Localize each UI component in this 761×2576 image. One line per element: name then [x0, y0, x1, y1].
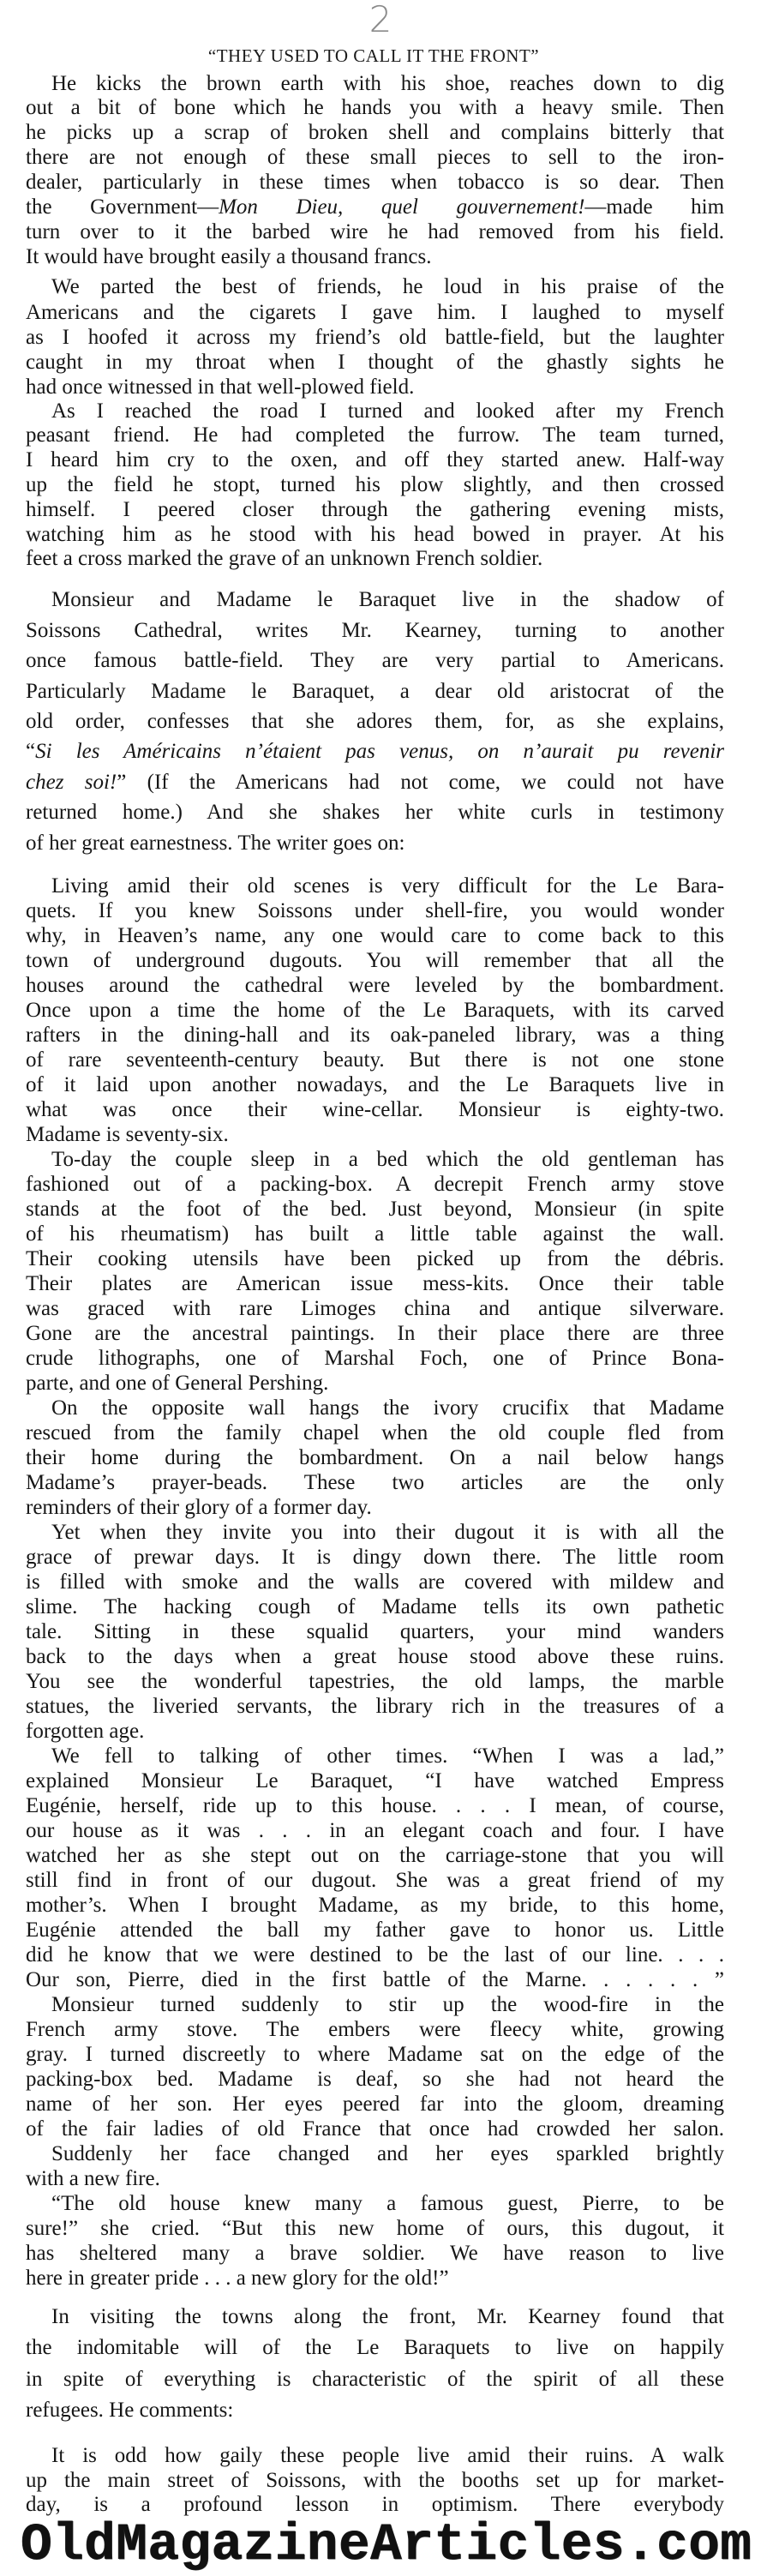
text-line: “The old house knew many a famous guest, Pierre, to be: [51, 2191, 724, 2215]
text-line: crude lithographs, one of Marshal Foch, one of Prince Bona-: [26, 1346, 724, 1370]
article-running-title: “THEY USED TO CALL IT THE FRONT”: [207, 45, 540, 66]
text-line: explained Monsieur Le Baraquet, “I have watched Empress: [26, 1768, 724, 1792]
text-line: of the fair ladies of old France that once had crowded her salon.: [26, 2117, 724, 2141]
text-line: grace of prewar days. It is dingy down there. The little room: [26, 1545, 724, 1569]
text-line: did he know that we were destined to be the last of our line. . . .: [26, 1943, 724, 1967]
text-line: watched her as she stept out on the carriage-stone that you will: [26, 1843, 724, 1867]
text-line: of it laid upon another nowadays, and the Le Baraquets live in: [26, 1072, 724, 1096]
site-watermark-logo: OldMagazineArticles.com: [21, 2516, 752, 2575]
text-line: forgotten age.: [26, 1719, 145, 1743]
text-segment: the Government—: [26, 195, 219, 219]
text-line: rescued from the family chapel when the old couple fled from: [26, 1420, 724, 1444]
text-line: gray. I turned discreetly to where Madame sat on the edge of the: [26, 2042, 724, 2066]
text-line: turn over to it the barbed wire he had removed from his field.: [26, 219, 724, 243]
text-line: was graced with rare Limoges china and antique silverware.: [26, 1296, 724, 1320]
text-line: still find in front of our dugout. She was a great friend of my: [26, 1868, 724, 1892]
text-line: dealer, particularly in these times when tobacco is so dear. Then: [26, 171, 724, 195]
text-line: Gone are the ancestral paintings. In their place there are three: [26, 1321, 724, 1345]
text-line: Particularly Madame le Baraquet, a dear old aristocrat of the: [26, 679, 724, 703]
text-line: reminders of their glory of a former day.: [26, 1495, 372, 1519]
text-line: It is odd how gaily these people live amid their ruins. A walk: [51, 2444, 724, 2467]
paragraph-peasant-bone: [26, 72, 724, 270]
text-line: Soissons Cathedral, writes Mr. Kearney, turning to another: [26, 618, 724, 642]
text-line: Monsieur and Madame le Baraquet live in the shadow of: [51, 588, 724, 612]
italic-french-text: Mon Dieu, quel gouvernement!: [219, 195, 585, 219]
text-line: sure!” she cried. “But this new home of ours, this dugout, it: [26, 2216, 724, 2240]
text-line: We fell to talking of other times. “When I was a lad,”: [51, 1744, 724, 1768]
text-line: has sheltered many a brave soldier. We have reason to live: [26, 2241, 724, 2265]
paragraph: [26, 399, 724, 573]
text-line: Yet when they invite you into their dugout it is with all the: [51, 1520, 724, 1544]
text-line: refugees. He comments:: [26, 2398, 234, 2422]
text-line: there are not enough of these small pieces to sell to the iron-: [26, 146, 724, 170]
text-line: back to the days when a great house stood above these ruins.: [26, 1644, 724, 1668]
italic-french-text: Si les Américains n’étaient pas venus, on n’aurait pu revenir: [35, 740, 724, 764]
text-line: why, in Heaven’s name, any one would care to come back to this: [26, 923, 724, 947]
text-segment: —made him: [584, 195, 725, 219]
text-line: [26, 195, 724, 220]
italic-french-text: chez soi!: [26, 770, 117, 794]
paragraph: [26, 1396, 724, 1520]
text-line: with a new fire.: [26, 2166, 160, 2190]
paragraph: [26, 2302, 724, 2426]
text-line: Madame’s prayer-beads. These two articles are the only: [26, 1470, 724, 1494]
text-line: the indomitable will of the Le Baraquets to live on happily: [26, 2336, 724, 2360]
text-line: Living amid their old scenes is very difficult for the Le Bara-: [51, 874, 724, 898]
text-line: [26, 767, 724, 797]
paragraph: [26, 2191, 724, 2291]
text-line: day, is a profound lesson in optimism. There everybody: [26, 2493, 724, 2516]
text-line: mother’s. When I brought Madame, as my bride, to this home,: [26, 1893, 724, 1917]
text-line: slime. The hacking cough of Madame tells its own pathetic: [26, 1594, 724, 1618]
text-line: statues, the liveried servants, the library rich in the treasures of a: [26, 1694, 724, 1718]
text-line: We parted the best of friends, he loud in his praise of the: [51, 275, 724, 299]
text-line: houses around the cathedral were leveled by the bombardment.: [26, 973, 724, 997]
text-line: In visiting the towns along the front, Mr. Kearney found that: [51, 2305, 724, 2328]
text-line: in spite of everything is characteristic of the spirit of all these: [26, 2367, 724, 2391]
text-line: You see the wonderful tapestries, the old lamps, the marble: [26, 1669, 724, 1693]
page-number: 2: [369, 0, 392, 40]
text-segment: “: [26, 740, 36, 764]
text-line: once famous battle-field. They are very partial to Americans.: [26, 649, 724, 673]
text-line: On the opposite wall hangs the ivory crucifix that Madame: [51, 1396, 724, 1420]
text-line: of her great earnestness. The writer goes on:: [26, 831, 405, 855]
text-line: out a bit of bone which he hands you with a heavy smile. Then: [26, 96, 724, 120]
quoted-passage-soissons: [26, 2444, 724, 2518]
text-line: Once upon a time the home of the Le Baraquets, with its carved: [26, 998, 724, 1022]
text-line: name of her son. Her eyes peered far into the gloom, dreaming: [26, 2092, 724, 2116]
text-line: parte, and one of General Pershing.: [26, 1371, 329, 1395]
quoted-passage-le-baraquets: [26, 874, 724, 2291]
text-line: is filled with smoke and the walls are covered with mildew and: [26, 1570, 724, 1594]
paragraph: [26, 874, 724, 1147]
text-line: To-day the couple sleep in a bed which the old gentleman has: [51, 1147, 724, 1171]
text-line: Eugénie attended the ball my father gave to honor us. Little: [26, 1918, 724, 1942]
paragraph: [26, 1147, 724, 1396]
text-line: As I reached the road I turned and looked after my French: [51, 399, 724, 423]
text-line: as I hoofed it across my friend’s old battle-field, but the laughter: [26, 325, 724, 349]
paragraph: [26, 72, 724, 270]
paragraph-le-baraquet-intro: [26, 585, 724, 858]
paragraph: [26, 2444, 724, 2518]
text-line: Suddenly her face changed and her eyes sparkled brightly: [51, 2141, 724, 2165]
text-line: what was once their wine-cellar. Monsieur is eighty-two.: [26, 1097, 724, 1121]
paragraph: [26, 2141, 724, 2191]
text-line: peasant friend. He had completed the furrow. The team turned,: [26, 423, 724, 447]
text-line: Our son, Pierre, died in the first battle of the Marne. . . . . . ”: [26, 1967, 724, 1991]
text-line: of his rheumatism) has built a little table against the wall.: [26, 1222, 724, 1246]
text-line: himself. I peered closer through the gathering evening mists,: [26, 497, 724, 521]
text-line: up the field he stopt, turned his plow slightly, and then crossed: [26, 472, 724, 496]
paragraph-reached-road: [26, 399, 724, 573]
text-line: of rare seventeenth-century beauty. But there is not one stone: [26, 1048, 724, 1072]
text-line: quets. If you knew Soissons under shell-fire, you would wonder: [26, 898, 724, 922]
text-line: he picks up a scrap of broken shell and complains bitterly that: [26, 121, 724, 145]
text-line: returned home.) And she shakes her white curls in testimony: [26, 801, 724, 825]
text-line: Their plates are American issue mess-kits. Once their table: [26, 1271, 724, 1295]
text-line: stands at the foot of the bed. Just beyond, Monsieur (in spite: [26, 1197, 724, 1221]
text-line: watching him as he stood with his head bowed in prayer. At his: [26, 522, 724, 546]
paragraph: [26, 1520, 724, 1744]
text-line: I heard him cry to the oxen, and off they started anew. Half-way: [26, 448, 724, 472]
text-line: Monsieur turned suddenly to stir up the wood-fire in the: [51, 1992, 724, 2016]
text-line: Americans and the cigarets I gave him. I laughed to myself: [26, 300, 724, 324]
text-line: caught in my throat when I thought of the ghastly sights he: [26, 351, 724, 374]
text-line: packing-box bed. Madame is deaf, so she had not heard the: [26, 2067, 724, 2091]
text-line: here in greater pride . . . a new glory for the old!”: [26, 2266, 449, 2290]
paragraph: [26, 274, 724, 399]
text-line: our house as it was . . . in an elegant coach and four. I have: [26, 1818, 724, 1842]
text-line: rafters in the dining-hall and its oak-paneled library, was a thing: [26, 1023, 724, 1047]
text-line: He kicks the brown earth with his shoe, reaches down to dig: [51, 71, 724, 95]
paragraph-visiting-towns: [26, 2302, 724, 2426]
text-line: had once witnessed in that well-plowed field.: [26, 375, 415, 399]
text-line: Their cooking utensils have been picked up from the débris.: [26, 1246, 724, 1270]
text-line: It would have brought easily a thousand francs.: [26, 244, 432, 268]
text-line: tale. Sitting in these squalid quarters, your mind wanders: [26, 1619, 724, 1643]
text-segment: ” (If the Americans had not come, we could not have: [117, 770, 725, 794]
text-line: Eugénie, herself, ride up to this house. . . . I mean, of course,: [26, 1793, 724, 1817]
paragraph: [26, 1992, 724, 2141]
paragraph: [26, 1744, 724, 1992]
text-line: town of underground dugouts. You will remember that all the: [26, 948, 724, 972]
paragraph-parted-friends: [26, 274, 724, 399]
text-line: French army stove. The embers were fleecy white, growing: [26, 2017, 724, 2041]
text-line: feet a cross marked the grave of an unknown French soldier.: [26, 547, 543, 571]
text-line: up the main street of Soissons, with the booths set up for market-: [26, 2468, 724, 2492]
paragraph: [26, 585, 724, 858]
text-line: their home during the bombardment. On a nail below hangs: [26, 1445, 724, 1469]
text-line: old order, confesses that she adores them, for, as she explains,: [26, 709, 724, 733]
text-line: fashioned out of a packing-box. A decrepit French army stove: [26, 1172, 724, 1196]
text-line: [26, 736, 724, 766]
text-line: Madame is seventy-six.: [26, 1122, 229, 1146]
